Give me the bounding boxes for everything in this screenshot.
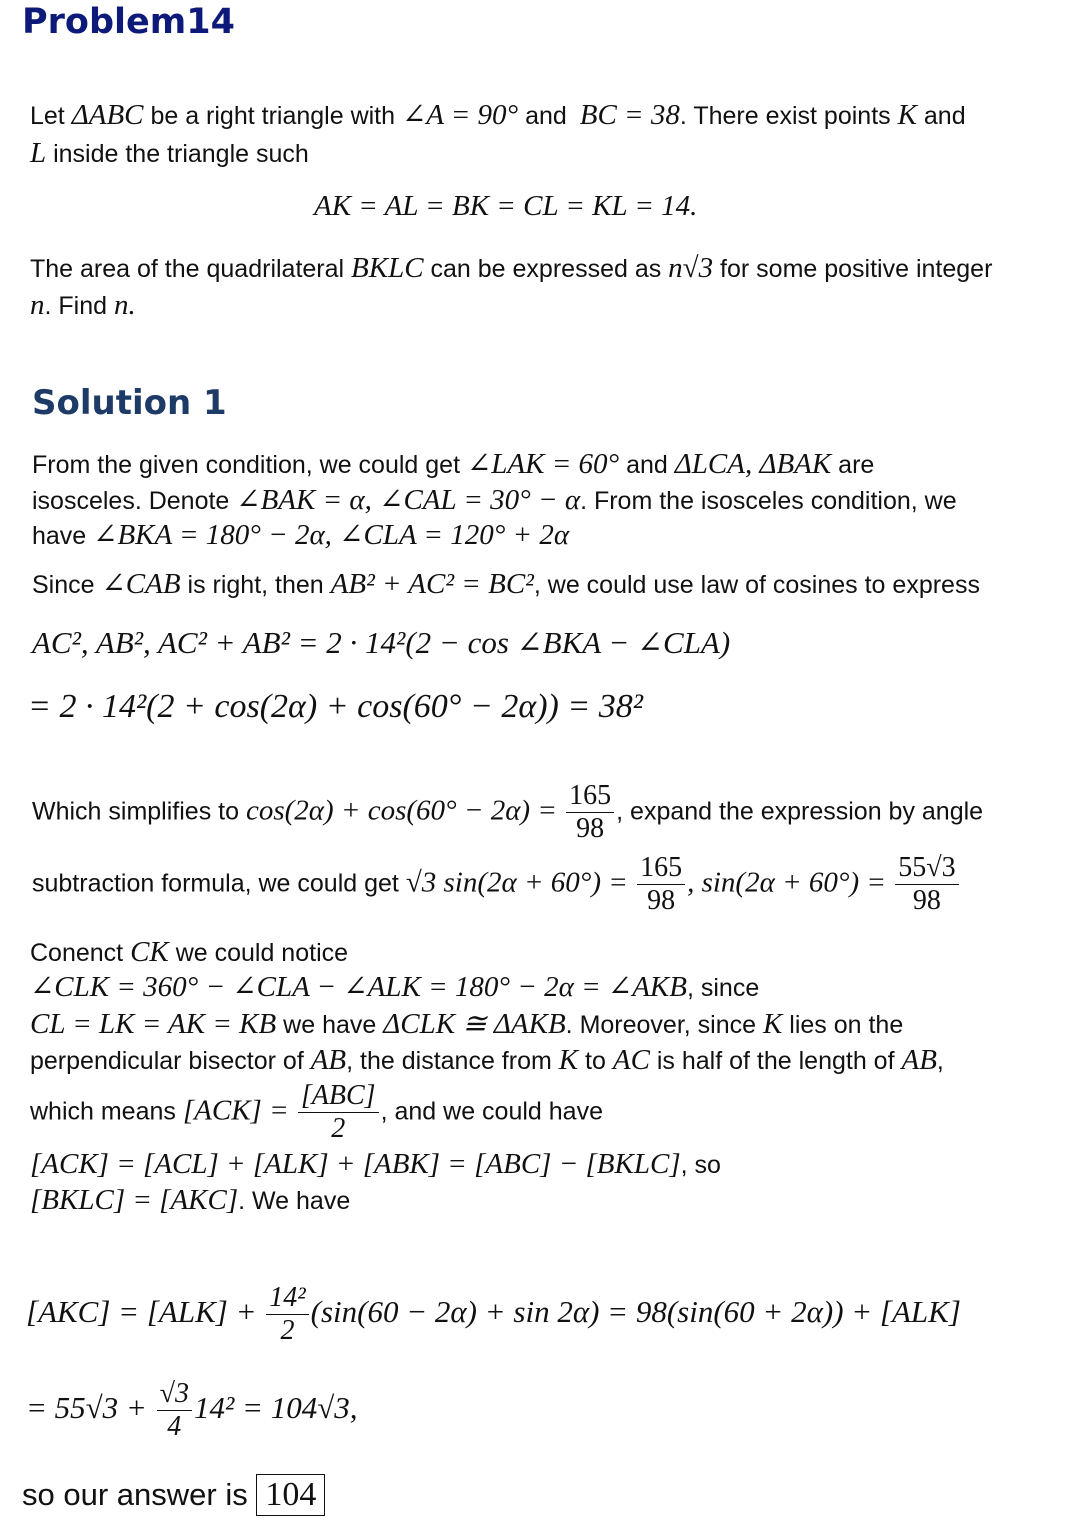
answer-box: 104 (256, 1474, 325, 1516)
solution-heading: Solution 1 (32, 383, 227, 423)
solution-line-1: From the given condition, we could get ∠LAK = 60° and ΔLCA, ΔBAK are (32, 448, 875, 480)
problem-line-1: Let ΔABC be a right triangle with ∠A = 90° and BC = 38. There exist points K and (30, 99, 966, 131)
connect-line-1: Conenct CK we could notice (30, 936, 349, 968)
answer-line: so our answer is 104 (22, 1470, 325, 1520)
connect-line-7: [BKLC] = [AKC]. We have (30, 1184, 351, 1216)
connect-line-2: ∠CLK = 360° − ∠CLA − ∠ALK = 180° − 2α = ∠AKB, since (30, 971, 760, 1003)
problem-line-4: n. Find n. (30, 289, 136, 321)
final-equation-1: [AKC] = [ALK] + $\frac{\text{14²}}{2}$ (sin(60 − 2α) + sin 2α) = 98(sin(60 + 2α)) + [ALK] (26, 1282, 961, 1347)
final-equation-2: = 55√3 + $\frac{√3}{4}$ 14² = 104√3, (26, 1378, 358, 1443)
connect-line-6: [ACK] = [ACL] + [ALK] + [ABK] = [ABC] − [BKLC], so (30, 1148, 721, 1180)
problem-line-3: The area of the quadrilateral BKLC can be expressed as n√3 for some positive integer (30, 252, 993, 284)
solution-line-3: have ∠BKA = 180° − 2α, ∠CLA = 120° + 2α (32, 519, 570, 551)
law-of-cosines-line: Since ∠CAB is right, then AB² + AC² = BC², we could use law of cosines to express (32, 568, 980, 600)
simplify-line-2: subtraction formula, we could get √3 sin(2α + 60°) = $\frac{165}{98}$ , sin(2α + 60°) = $\frac{55√3}{98}$ (32, 852, 961, 917)
problem-display-equation: AK = AL = BK = CL = KL = 14. (314, 190, 698, 222)
connect-line-4: perpendicular bisector of AB, the distance from K to AC is half of the length of AB, (30, 1044, 944, 1076)
page-title: Problem14 (22, 2, 235, 42)
equation-1: AC², AB², AC² + AB² = 2 · 14²(2 − cos ∠BKA − ∠CLA) (32, 625, 731, 660)
equation-2: = 2 · 14²(2 + cos(2α) + cos(60° − 2α)) = 38² (28, 688, 643, 725)
connect-line-3: CL = LK = AK = KB we have ΔCLK ≅ ΔAKB. Moreover, since K lies on the (30, 1008, 904, 1040)
solution-line-2: isosceles. Denote ∠BAK = α, ∠CAL = 30° − α. From the isosceles condition, we (32, 484, 957, 516)
problem-line-2: L inside the triangle such (30, 137, 309, 169)
connect-line-5: which means [ACK] = $\frac{\text{[ABC]}}{2}$ , and we could have (30, 1080, 603, 1145)
simplify-line-1: Which simplifies to cos(2α) + cos(60° − 2α) = $\frac{165}{98}$ , expand the expression by angle (32, 780, 984, 845)
